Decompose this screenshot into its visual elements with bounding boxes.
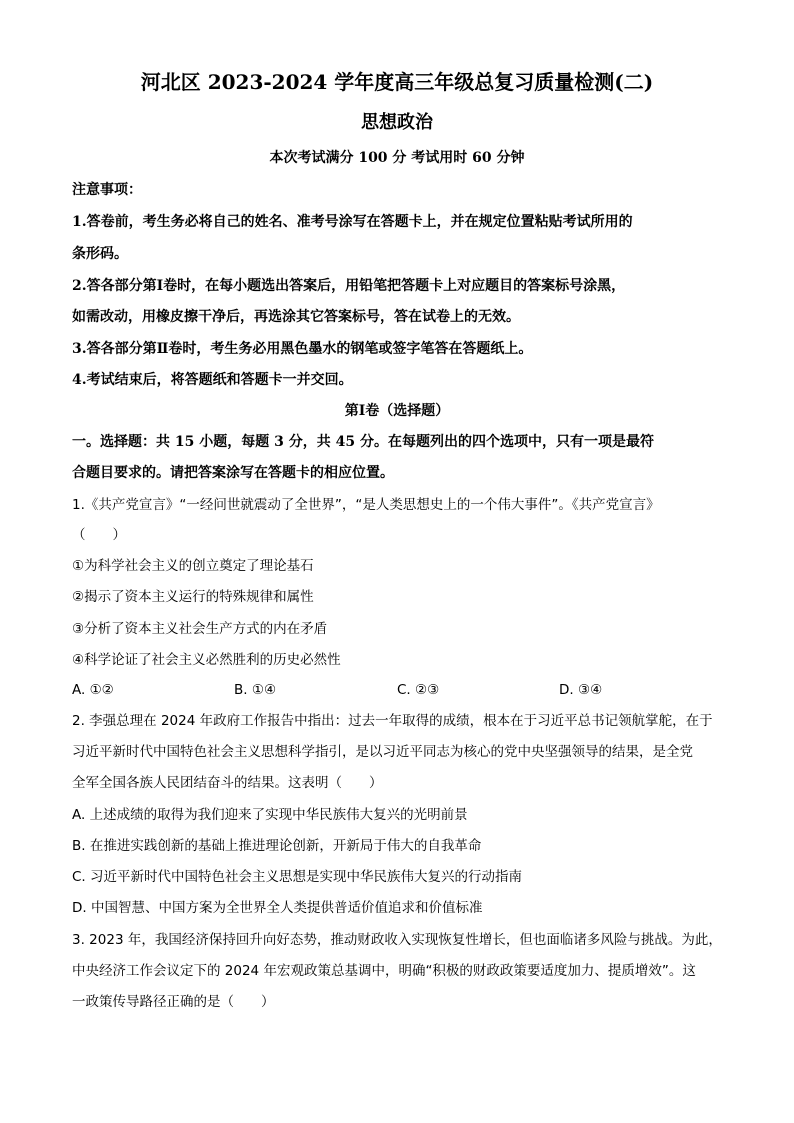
question-stem: 全军全国各族人民团结奋斗的结果。这表明（ ） <box>72 775 383 791</box>
question-item: ④科学论证了社会主义必然胜利的历史必然性 <box>72 652 341 668</box>
question-stem: 2. 李强总理在 2024 年政府工作报告中指出：过去一年取得的成绩，根本在于习近平总书记领航掌舵，在于 <box>72 713 713 729</box>
notice-line: 如需改动，用橡皮擦干净后，再选涂其它答案标号，答在试卷上的无效。 <box>72 309 520 325</box>
question-stem: （ ） <box>72 527 126 543</box>
notice-line: 4.考试结束后，将答题纸和答题卡一并交回。 <box>72 372 353 388</box>
answer-option[interactable]: C. ②③ <box>397 682 440 698</box>
notice-line: 1.答卷前，考生务必将自己的姓名、准考号涂写在答题卡上，并在规定位置粘贴考试所用的 <box>72 214 633 230</box>
notice-line: 3.答各部分第Ⅱ卷时，考生务必用黑色墨水的钢笔或签字笔答在答题纸上。 <box>72 341 533 357</box>
notice-line: 2.答各部分第Ⅰ卷时，在每小题选出答案后，用铅笔把答题卡上对应题目的答案标号涂黑， <box>72 278 626 294</box>
answer-option[interactable]: B. ①④ <box>234 682 277 698</box>
question-item: ②揭示了资本主义运行的特殊规律和属性 <box>72 589 314 605</box>
question-item: ①为科学社会主义的创立奠定了理论基石 <box>72 558 314 574</box>
question-stem: 一政策传导路径正确的是（ ） <box>72 994 275 1010</box>
notice-line: 条形码。 <box>72 246 128 262</box>
question-stem: 中央经济工作会议定下的 2024 年宏观政策总基调中，明确“积极的财政政策要适度加力、提质增效”。这 <box>72 963 696 979</box>
section-title: 第Ⅰ卷（选择题） <box>344 403 450 419</box>
exam-title: 河北区 2023-2024 学年度高三年级总复习质量检测(二) <box>140 70 654 94</box>
section-instruction: 合题目要求的。请把答案涂写在答题卡的相应位置。 <box>72 465 394 481</box>
answer-option[interactable]: D. ③④ <box>559 682 603 698</box>
question-stem: 3. 2023 年，我国经济保持回升向好态势，推动财政收入实现恢复性增长，但也面临诸多风险与挑战。为此， <box>72 932 722 948</box>
answer-option[interactable]: C. 习近平新时代中国特色社会主义思想是实现中华民族伟大复兴的行动指南 <box>72 869 523 885</box>
answer-options-row <box>72 680 724 700</box>
answer-option[interactable]: B. 在推进实践创新的基础上推进理论创新，开新局于伟大的自我革命 <box>72 838 482 854</box>
answer-option[interactable]: A. ①② <box>72 682 114 698</box>
question-item: ③分析了资本主义社会生产方式的内在矛盾 <box>72 621 328 637</box>
question-stem: 习近平新时代中国特色社会主义思想科学指引，是以习近平同志为核心的党中央坚强领导的结果，是全党 <box>72 744 693 760</box>
section-instruction: 一。选择题：共 15 小题，每题 3 分，共 45 分。在每题列出的四个选项中，只有一项是最符 <box>72 434 654 450</box>
question-stem: 1.《共产党宣言》“一经问世就震动了全世界”，“是人类思想史上的一个伟大事件”。《共产党宣言》 <box>72 497 660 513</box>
notice-heading: 注意事项： <box>72 182 142 198</box>
answer-option[interactable]: A. 上述成绩的取得为我们迎来了实现中华民族伟大复兴的光明前景 <box>72 807 468 823</box>
answer-option[interactable]: D. 中国智慧、中国方案为全世界全人类提供普适价值追求和价值标准 <box>72 900 483 916</box>
exam-info: 本次考试满分 100 分 考试用时 60 分钟 <box>269 150 525 166</box>
subject-title: 思想政治 <box>361 112 433 133</box>
